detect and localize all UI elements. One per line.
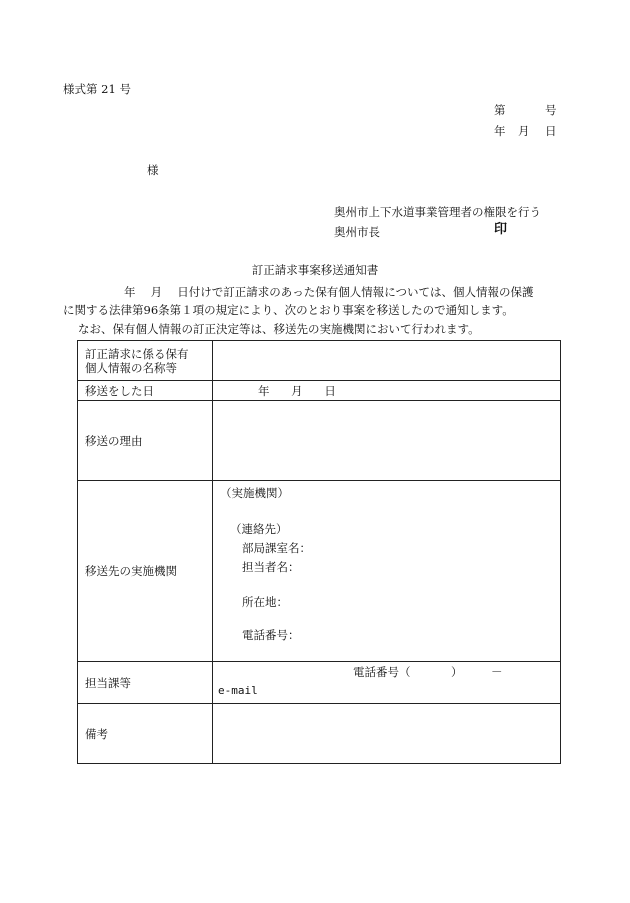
sender-title: 奥州市上下水道事業管理者の権限を行う — [334, 205, 541, 219]
section-phone-label: 電話番号（ — [353, 665, 411, 679]
table-row — [78, 341, 561, 381]
body-text-line-1: 年 月 日付けで訂正請求のあった保有個人情報については、個人情報の保護 — [124, 285, 534, 299]
sender-name: 奥州市長 — [334, 225, 380, 239]
agency-heading: （実施機関） — [220, 486, 289, 500]
transfer-date-label: 移送をした日 — [78, 381, 213, 401]
transfer-details-table — [77, 340, 561, 764]
phone-label: 電話番号： — [242, 628, 300, 642]
seal-mark: 印 — [494, 222, 508, 237]
addressee-honorific: 様 — [147, 163, 159, 177]
table-row — [78, 704, 561, 764]
document-title: 訂正請求事案移送通知書 — [251, 263, 379, 277]
table-row — [78, 481, 561, 662]
issue-date-day: 日 — [545, 124, 557, 138]
table-row — [78, 381, 561, 401]
form-number: 様式第 21 号 — [63, 82, 131, 96]
record-name-field[interactable] — [213, 341, 561, 381]
document-number-suffix: 号 — [545, 103, 557, 117]
remarks-field[interactable] — [213, 704, 561, 764]
section-phone-dash: － — [491, 665, 503, 679]
department-label: 部局課室名： — [242, 541, 311, 555]
body-text-line-3: なお、保有個人情報の訂正決定等は、移送先の実施機関において行われます。 — [78, 322, 480, 336]
transfer-date-year: 年 — [258, 383, 270, 398]
transfer-date-day: 日 — [324, 383, 336, 398]
contact-heading: （連絡先） — [230, 522, 288, 536]
address-label: 所在地： — [242, 595, 288, 609]
responsible-section-field[interactable] — [213, 662, 561, 704]
transfer-reason-field[interactable] — [213, 401, 561, 481]
destination-agency-label: 移送先の実施機関 — [78, 481, 213, 662]
document-number-label: 第 — [494, 103, 506, 117]
person-in-charge-label: 担当者名： — [242, 560, 300, 574]
transfer-date-field[interactable] — [213, 381, 561, 401]
record-name-label-line-1: 訂正請求に係る保有 — [85, 346, 189, 361]
body-text-line-2: に関する法律第96条第１項の規定により、次のとおり事案を移送したので通知します。 — [63, 303, 514, 317]
transfer-reason-label: 移送の理由 — [78, 401, 213, 481]
table-row — [78, 401, 561, 481]
responsible-section-label: 担当課等 — [78, 662, 213, 704]
section-email-label: e-mail — [218, 684, 258, 697]
record-name-label — [78, 341, 213, 381]
transfer-date-month: 月 — [291, 383, 303, 398]
section-phone-row — [213, 662, 560, 684]
section-phone-close: ） — [451, 665, 463, 679]
record-name-label-line-2: 個人情報の名称等 — [85, 360, 177, 375]
destination-agency-field[interactable] — [213, 481, 561, 662]
table-row — [78, 662, 561, 704]
issue-date-month: 月 — [518, 124, 530, 138]
issue-date-year: 年 — [494, 124, 506, 138]
remarks-label: 備考 — [78, 704, 213, 764]
